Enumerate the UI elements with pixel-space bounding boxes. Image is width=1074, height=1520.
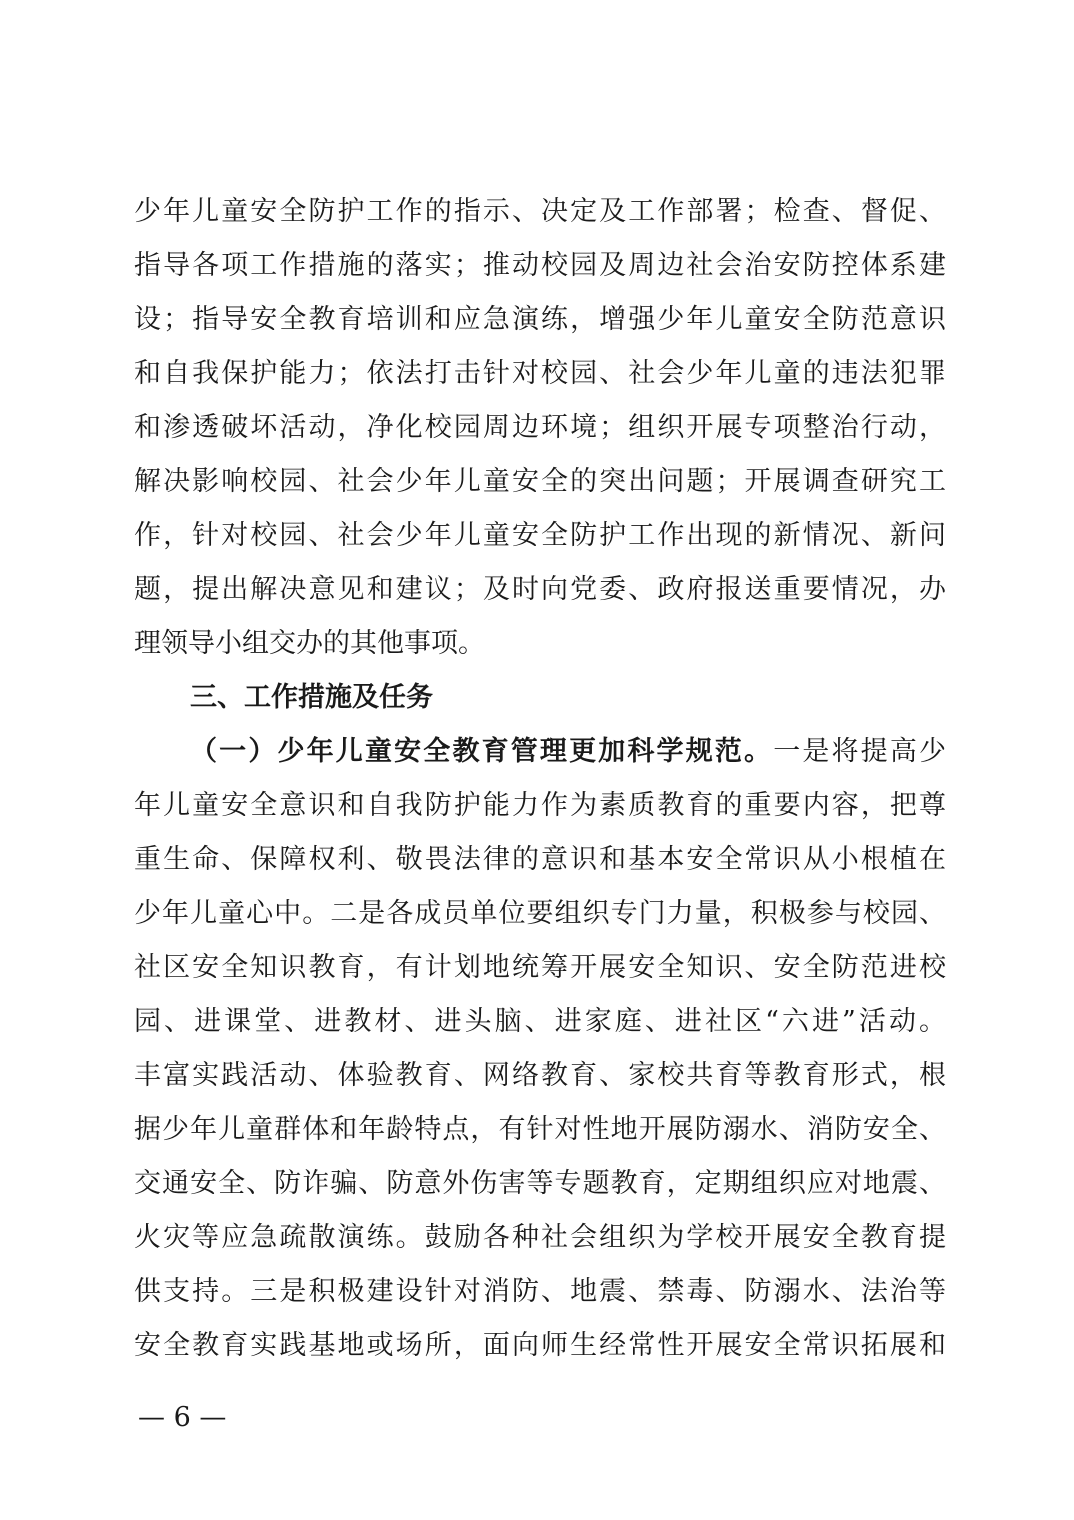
body-line: 和自我保护能力；依法打击针对校园、社会少年儿童的违法犯罪 (134, 358, 946, 389)
page-number: — 6 — (138, 1402, 227, 1433)
body-line: 作，针对校园、社会少年儿童安全防护工作出现的新情况、新问 (134, 520, 946, 551)
body-line: 交通安全、防诈骗、防意外伤害等专题教育，定期组织应对地震、 (134, 1168, 946, 1199)
body-line: 设；指导安全教育培训和应急演练，增强少年儿童安全防范意识 (134, 304, 946, 335)
body-line: 供支持。三是积极建设针对消防、地震、禁毒、防溺水、法治等 (134, 1276, 946, 1307)
subsection-first-line (190, 725, 946, 779)
body-line: 少年儿童心中。二是各成员单位要组织专门力量，积极参与校园、 (134, 898, 946, 929)
body-line: 题，提出解决意见和建议；及时向党委、政府报送重要情况，办 (134, 574, 946, 605)
body-line: 安全教育实践基地或场所，面向师生经常性开展安全常识拓展和 (134, 1330, 946, 1361)
body-line: 社区安全知识教育，有计划地统筹开展安全知识、安全防范进校 (134, 952, 946, 983)
body-line: 园、进课堂、进教材、进头脑、进家庭、进社区“六进”活动。 (134, 1006, 946, 1037)
body-line: 解决影响校园、社会少年儿童安全的突出问题；开展调查研究工 (134, 466, 946, 497)
body-line: 和渗透破坏活动，净化校园周边环境；组织开展专项整治行动， (134, 412, 946, 443)
body-line: 指导各项工作措施的落实；推动校园及周边社会治安防控体系建 (134, 250, 946, 281)
section-heading: 三、工作措施及任务 (190, 682, 433, 713)
body-line: 据少年儿童群体和年龄特点，有针对性地开展防溺水、消防安全、 (134, 1114, 946, 1145)
body-line: 丰富实践活动、体验教育、网络教育、家校共育等教育形式，根 (134, 1060, 946, 1091)
body-line: 重生命、保障权利、敬畏法律的意识和基本安全常识从小根植在 (134, 844, 946, 875)
body-line: 火灾等应急疏散演练。鼓励各种社会组织为学校开展安全教育提 (134, 1222, 946, 1253)
body-line: 理领导小组交办的其他事项。 (134, 628, 485, 659)
body-line: 少年儿童安全防护工作的指示、决定及工作部署；检查、督促、 (134, 196, 946, 227)
subsection-text: 一是将提高少 (773, 736, 947, 767)
body-line: 年儿童安全意识和自我防护能力作为素质教育的重要内容，把尊 (134, 790, 946, 821)
subsection-heading: （一）少年儿童安全教育管理更加科学规范。 (190, 736, 774, 767)
